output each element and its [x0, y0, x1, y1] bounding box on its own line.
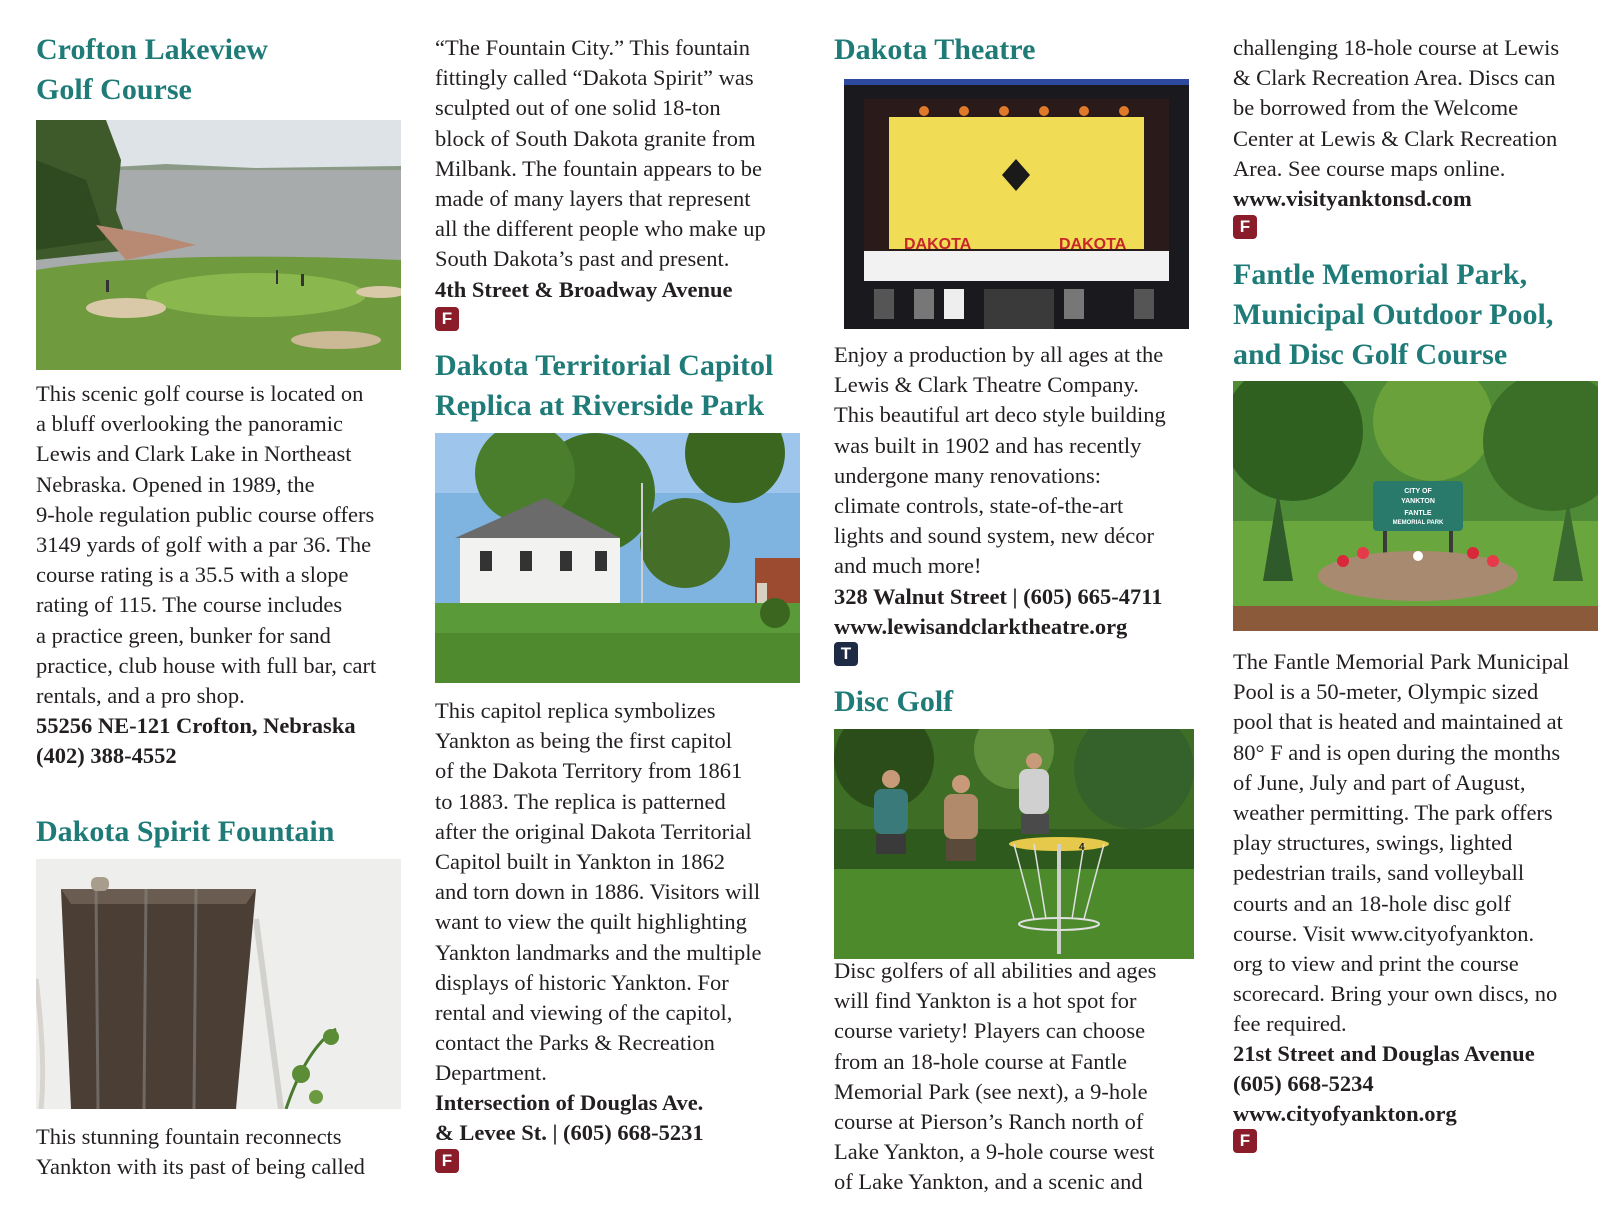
crofton-description: This scenic golf course is located on a bluff overlooking the panoramic Lewis and Clark Lake in Northeast Nebraska. Opened in 1989, the 9-hole regulation public course offers 3149 yards of golf with a par 36. The course rating is a 35.5 with a slope rating of 115. The course includes a practice green, bunker for sand practice, club house with full bar, cart rentals, and a pro shop.: [36, 381, 377, 709]
spirit-title: Dakota Spirit Fountain: [36, 815, 335, 848]
park-sign-line: MEMORIAL PARK: [1392, 520, 1444, 526]
theatre-title: Dakota Theatre: [834, 33, 1036, 66]
facility-badge-icon: F: [1233, 215, 1257, 239]
basket-number: 4: [1079, 842, 1085, 853]
capitol-photo: [435, 433, 800, 683]
theatre-address: 328 Walnut Street | (605) 665-4711 www.lewisandclarktheatre.org: [834, 584, 1163, 640]
spirit-description-start: This stunning fountain reconnects Yankton with its past of being called: [36, 1124, 365, 1180]
disc-golf-title: Disc Golf: [834, 685, 954, 718]
fantle-address: 21st Street and Douglas Avenue (605) 668-5234 www.cityofyankton.org: [1233, 1041, 1535, 1127]
capitol-title: Dakota Territorial Capitol Replica at Riverside Park: [435, 349, 774, 422]
disc-golf-photo: [834, 729, 1194, 959]
theatre-marquee-left: DAKOTA: [904, 236, 972, 253]
capitol-address: Intersection of Douglas Ave. & Levee St. | (605) 668-5231: [435, 1090, 704, 1146]
theatre-badge-icon: T: [834, 642, 858, 666]
disc-golf-description-continued: challenging 18-hole course at Lewis & Clark Recreation Area. Discs can be borrowed from the Welcome Center at Lewis & Clark Recreation Area. See course maps online.: [1233, 35, 1560, 181]
fantle-description: The Fantle Memorial Park Municipal Pool is a 50-meter, Olympic sized pool that is heated and maintained at 80° F and is open during the months of June, July and part of August, weather permitting. The park offers play structures, swings, lighted pedestrian trails, sand volleyball courts and an 18-hole disc golf course. Visit www.cityofyankton. org to view and print the course scorecard. Bring your own discs, no fee required.: [1233, 649, 1570, 1037]
spirit-description-continued: “The Fountain City.” This fountain fittingly called “Dakota Spirit” was sculpted out of one solid 18-ton block of South Dakota granite from Milbank. The fountain appears to be made of many layers that represent all the different people who make up South Dakota’s past and present.: [435, 35, 766, 272]
fantle-park-photo: [1233, 381, 1598, 631]
theatre-description: Enjoy a production by all ages at the Lewis & Clark Theatre Company. This beautiful art deco style building was built in 1902 and has recently undergone many renovations: climate controls, state-of-the-art lights and sound system, new décor and much more!: [834, 342, 1166, 579]
disc-golf-address: www.visityanktonsd.com: [1233, 186, 1472, 211]
fantle-title: Fantle Memorial Park, Municipal Outdoor Pool, and Disc Golf Course: [1233, 258, 1554, 371]
theatre-photo: [834, 79, 1199, 329]
theatre-marquee-right: DAKOTA: [1059, 236, 1127, 253]
facility-badge-icon: F: [435, 307, 459, 331]
golf-course-photo: [36, 120, 401, 370]
park-sign-line: CITY OF: [1404, 488, 1432, 495]
facility-badge-icon: F: [435, 1149, 459, 1173]
spirit-address: 4th Street & Broadway Avenue: [435, 277, 733, 302]
park-sign-line: FANTLE: [1404, 510, 1432, 517]
capitol-description: This capitol replica symbolizes Yankton as being the first capitol of the Dakota Territory from 1861 to 1883. The replica is patterned after the original Dakota Territorial Capitol built in Yankton in 1862 and torn down in 1886. Visitors will want to view the quilt highlighting Yankton landmarks and the multiple displays of historic Yankton. For rental and viewing of the capitol, contact the Parks & Recreation Department.: [435, 698, 762, 1086]
fountain-photo: [36, 859, 401, 1109]
facility-badge-icon: F: [1233, 1129, 1257, 1153]
crofton-address: 55256 NE-121 Crofton, Nebraska (402) 388-4552: [36, 713, 356, 769]
crofton-title: Crofton Lakeview Golf Course: [36, 33, 268, 106]
park-sign-line: YANKTON: [1401, 498, 1435, 505]
disc-golf-description-start: Disc golfers of all abilities and ages will find Yankton is a hot spot for course variety! Players can choose from an 18-hole course at Fantle Memorial Park (see next), a 9-hole course at Pierson’s Ranch north of Lake Yankton, a 9-hole course west of Lake Yankton, and a scenic and: [834, 958, 1157, 1195]
